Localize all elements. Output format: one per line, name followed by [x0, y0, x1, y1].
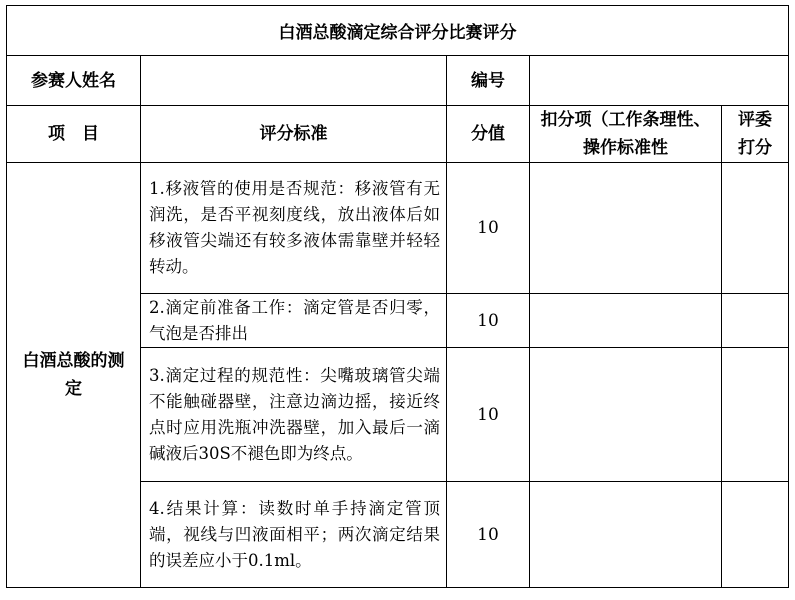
criteria-cell: 3.滴定过程的规范性：尖嘴玻璃管尖端不能触碰器壁，注意边滴边摇，接近终点时应用洗瓶冲洗器壁，加入最后一滴碱液后30S不褪色即为终点。	[141, 348, 447, 482]
deduction-cell[interactable]	[530, 294, 722, 348]
header-score: 分值	[447, 106, 530, 163]
table-row	[7, 163, 789, 294]
title-row	[7, 6, 789, 56]
judge-score-cell[interactable]	[722, 482, 789, 588]
sheet-title: 白酒总酸滴定综合评分比赛评分	[7, 6, 789, 56]
header-deduction	[530, 106, 722, 163]
project-cell	[7, 163, 141, 588]
participant-info-row	[7, 56, 789, 106]
deduction-cell[interactable]	[530, 482, 722, 588]
score-cell: 10	[447, 163, 530, 294]
number-label: 编号	[447, 56, 530, 106]
header-item: 项 目	[7, 106, 141, 163]
header-judge-text: 评委打分	[738, 110, 772, 158]
header-row	[7, 106, 789, 163]
deduction-cell[interactable]	[530, 348, 722, 482]
criteria-cell: 4.结果计算：读数时单手持滴定管顶端，视线与凹液面相平；两次滴定结果的误差应小于0.1ml。	[141, 482, 447, 588]
header-deduction-text: 扣分项（工作条理性、操作标准性	[540, 110, 711, 158]
judge-score-cell[interactable]	[722, 294, 789, 348]
score-cell: 10	[447, 294, 530, 348]
deduction-cell[interactable]	[530, 163, 722, 294]
project-name: 白酒总酸的测定	[22, 351, 125, 399]
judge-score-cell[interactable]	[722, 348, 789, 482]
header-judge	[722, 106, 789, 163]
participant-name-label: 参赛人姓名	[7, 56, 141, 106]
score-sheet-table	[6, 5, 789, 588]
score-cell: 10	[447, 482, 530, 588]
number-field[interactable]	[530, 56, 789, 106]
participant-name-field[interactable]	[141, 56, 447, 106]
score-cell: 10	[447, 348, 530, 482]
judge-score-cell[interactable]	[722, 163, 789, 294]
criteria-cell: 2.滴定前准备工作：滴定管是否归零，气泡是否排出	[141, 294, 447, 348]
criteria-cell: 1.移液管的使用是否规范：移液管有无润洗，是否平视刻度线，放出液体后如移液管尖端还有较多液体需靠壁并轻轻转动。	[141, 163, 447, 294]
header-criteria: 评分标准	[141, 106, 447, 163]
